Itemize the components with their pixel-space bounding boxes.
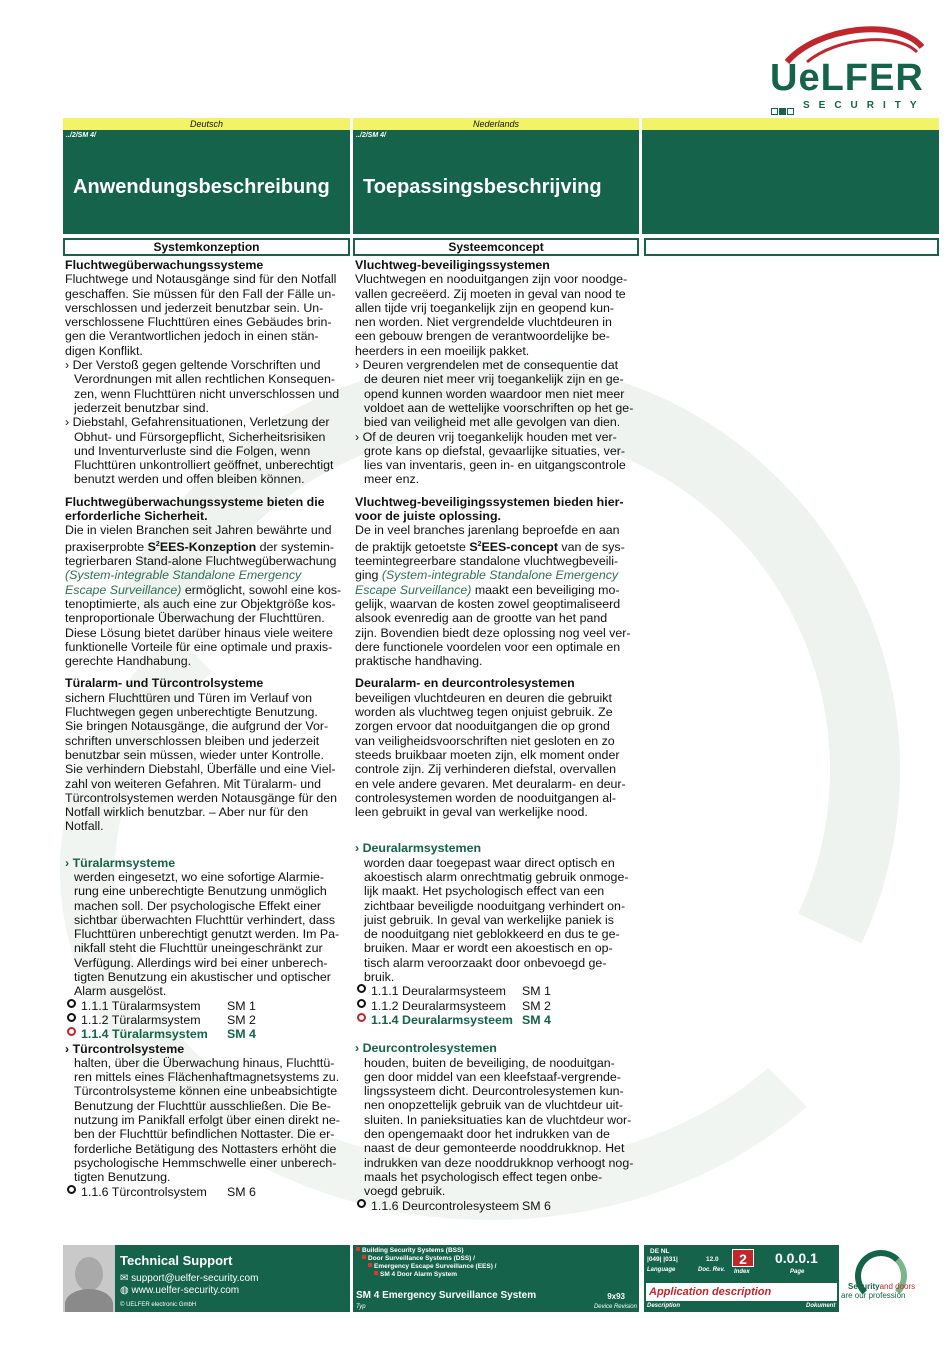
circle-bullet-icon — [357, 999, 366, 1008]
bullet-line: meer enz. — [364, 472, 420, 487]
ref-nl: ../2/SM 4/ — [353, 130, 639, 141]
device-revision-label: Device Revision — [593, 1304, 637, 1310]
text-line: van veiligheidsvoorschriften niet gesloten en zo — [355, 733, 615, 748]
index-value: 2 — [732, 1249, 754, 1267]
text-line: zijn. Bovendien biedt deze oplossing nog veel ver- — [355, 625, 631, 640]
logo-word: UeLFER — [770, 57, 924, 99]
text-line: verschlossen und jederzeit benutzbar sein. Un- — [65, 300, 324, 315]
text-line: vallen gecreëerd. Zij moeten in geval van nood te — [355, 286, 626, 301]
system-panel — [353, 1245, 639, 1312]
system-line: Building Security Systems (BSS) — [356, 1247, 464, 1254]
text-line: halten, über die Überwachung hinaus, Fluchttü- — [74, 1055, 335, 1070]
bullet-line: Verordnungen mit allen rechtlichen Konsequen- — [74, 372, 336, 387]
text-line: Fluchttüren unberechtigt genutzt werden. Im Pa- — [74, 927, 340, 942]
text-line: Fluchtwege und Notausgänge sind für den Notfall — [65, 272, 337, 287]
subheading: › Türcontrolsysteme — [65, 1041, 185, 1056]
text-line: lingssysteem dicht. Deurcontrolesystemen kun- — [364, 1084, 624, 1099]
text-line: gen door middel van een kleefstaaf-vergrende- — [364, 1069, 621, 1084]
doc-rev-value: 12.0 — [706, 1256, 719, 1263]
text-line: beveiligen vluchtdeuren en deuren die gebruikt — [355, 690, 612, 705]
lang-nl: Nederlands — [353, 118, 639, 130]
bullet-line: › Of de deuren vrij toegankelijk houden met ver- — [355, 429, 617, 444]
logo-sub: SECURITY — [803, 100, 926, 111]
heading: erforderliche Sicherheit. — [65, 509, 208, 524]
section-head-de: Systemkonzeption — [63, 238, 350, 256]
bullet-line: de deuren niet meer vrij toegankelijk zijn en ge- — [364, 372, 624, 387]
title-empty — [642, 141, 939, 234]
text-line: controle zijn. Zij verhinderen diefstal, overvallen — [355, 762, 617, 777]
text-line: den opengemaakt door het indrukken van de — [364, 1127, 610, 1142]
support-title: Technical Support — [120, 1253, 233, 1268]
text-line: indrukken van deze nooddrukknop verhoogt nog- — [364, 1155, 634, 1170]
text-line: ben der Fluchttür befindlichen Nottaster. Die er- — [74, 1127, 335, 1142]
text-line: allen tijde vrij toegankelijk zijn en geopend kun- — [355, 300, 614, 315]
section-head-empty — [644, 238, 939, 256]
text-line: nutzung im Panikfall erfolgt über einen direkt ne- — [74, 1113, 340, 1128]
text-line: Sie bringen Notausgänge, die aufgrund der Vor- — [65, 719, 329, 734]
bullet-line: Obhut- und Fürsorgepflicht, Sicherheitsrisiken — [74, 429, 326, 444]
text-line: Sie verhindern Diebstahl, Überfälle und eine Viel- — [65, 762, 336, 777]
text-line: tigten Benutzung ein akustischer und optischer — [74, 970, 331, 985]
text-line: Notfall. — [65, 819, 104, 834]
text-line: rung eine unberechtigte Benutzung unmöglich — [74, 884, 327, 899]
text-line: geschaffen. Sie müssen für den Fall der Fälle un- — [65, 286, 336, 301]
text-line: ren mittels eines Flächenhaftmagnetsystems zu. — [74, 1070, 340, 1085]
text-line: sluiten. In panieksituaties kan de vluchtdeur wor- — [364, 1112, 632, 1127]
text-line: dere functionele voordelen voor een optimale en — [355, 639, 621, 654]
bullet-line: grote kans op diefstal, gevaarlijke situaties, ver- — [364, 443, 626, 458]
text-line: bruiken. Maar er wordt een akoestisch en op- — [364, 941, 613, 956]
text-line: tenoptimierte, als auch eine zur Objektgröße kos- — [65, 596, 336, 611]
subheading: › Deurcontrolesystemen — [355, 1041, 497, 1056]
text-line: maals het psychologisch effect tegen onbe- — [364, 1169, 603, 1184]
text-line: benutzbar sein müssen, wieder unter Kontrolle. — [65, 747, 324, 762]
text-line: tisch alarm veroorzaakt door onbevoegd ge- — [364, 955, 607, 970]
text-line: digen Konflikt. — [65, 343, 143, 358]
heading: Türalarm- und Türcontrolsysteme — [65, 676, 264, 691]
heading: Fluchtwegüberwachungssysteme — [65, 258, 264, 272]
technical-support-panel — [63, 1245, 350, 1312]
reference-item: 1.1.6 Türcontrolsystem SM 6 — [65, 1185, 350, 1199]
bullet-line: zen, wenn Fluchttüren nicht unverschlossen und — [74, 386, 340, 401]
index-label: Index — [734, 1269, 750, 1275]
circle-bullet-icon — [357, 1199, 366, 1208]
description-value: Application description — [646, 1283, 837, 1301]
reference-item: 1.1.1 Türalarmsystem SM 1 — [65, 999, 350, 1013]
bullet-line: benutzt werden und offen bleiben können. — [74, 472, 305, 487]
bullet-line: lies van inventaris, geen in- en uitgangscontrole — [364, 458, 626, 473]
text-line: gelijk, waarvan de kosten zowel geoptimaliseerd — [355, 596, 621, 611]
text-line: houden, buiten de beveiliging, de nooduitgan- — [364, 1055, 615, 1070]
text-line: naast de deur gemonteerde nooddrukknop. Het — [364, 1141, 625, 1156]
text-line: een gebouw brengen de verantwoordelijke be- — [355, 329, 610, 344]
text-line: Vluchtwegen en nooduitgangen zijn voor noodge- — [355, 272, 628, 287]
text-line: de nooduitgang niet geblokkeerd en dus te ge- — [364, 927, 620, 942]
reference-item-current: 1.1.4 Deuralarmsysteem SM 4 — [355, 1013, 639, 1027]
column-nl — [355, 258, 639, 1213]
text-line: nen worden. Niet vergrendelde vluchtdeuren in — [355, 315, 612, 330]
text-line: forderliche Betätigung des Nottasters erhöht die — [74, 1141, 337, 1156]
circle-bullet-icon — [67, 1185, 76, 1194]
system-line: Door Surveillance Systems (DSS) / — [362, 1255, 475, 1262]
text-line: praxiserprobte $S^2EES$-Konzeption der systemin- — [65, 539, 335, 554]
text-line: Diese Lösung bietet darüber hinaus viele weitere — [65, 625, 333, 640]
text-line: Türcontrolsysteme können eine unbeabsichtigte — [74, 1084, 338, 1099]
device-code: 9x93 — [607, 1292, 625, 1301]
text-line: nikfall steht die Fluchttür uneingeschränkt zur — [74, 941, 323, 956]
text-line: sichern Fluchttüren und Türen im Verlauf von — [65, 690, 313, 705]
circle-bullet-icon — [67, 1027, 76, 1036]
copyright: © UELFER electronic GmbH — [120, 1302, 197, 1308]
text-line: de praktijk getoetste $S^2EES$-concept van de sys- — [355, 539, 625, 554]
text-line: funktionelle Vorteile für eine optimale und praxis- — [65, 639, 333, 654]
heading: Deuralarm- en deurcontrolesystemen — [355, 676, 575, 691]
text-line: Escape Surveillance) ermöglicht, sowohl eine kos- — [65, 582, 342, 597]
circle-bullet-icon — [357, 1013, 366, 1022]
badge-line-1: Securityand doors — [848, 1282, 916, 1291]
support-email-line[interactable]: ✉ support@uelfer-security.com — [120, 1273, 259, 1284]
bullet-line: › Der Verstoß gegen geltende Vorschriften und — [65, 358, 321, 373]
text-line: en vele andere gevaren. Met deuralarm- en deur- — [355, 776, 626, 791]
text-line: zahl von weiteren Gefahren. Mit Türalarm- und — [65, 776, 321, 791]
text-line: alsook evenredig aan de grootte van het pand — [355, 611, 608, 626]
text-line: tigten Benutzung. — [74, 1170, 171, 1185]
text-line: voegd gebruik. — [364, 1184, 446, 1199]
text-line: heerders in een moeilijk pakket. — [355, 343, 530, 358]
system-line: SM 4 Door Alarm System — [374, 1271, 457, 1278]
text-line: akoestisch alarm onrechtmatig gebruik onmoge- — [364, 870, 629, 884]
ref-de: ../2/SM 4/ — [63, 130, 350, 141]
text-line: schriften unverschlossen bleiben und jederzeit — [65, 733, 320, 748]
text-line: lijk maakt. Het psychologisch effect van een — [364, 884, 605, 899]
text-line: praktische handhaving. — [355, 654, 483, 669]
reference-item-current: 1.1.4 Türalarmsystem SM 4 — [65, 1027, 350, 1041]
text-line: gen die Verantwortlichen jedoch in einen stän- — [65, 329, 319, 344]
doc-rev-label: Doc. Rev. — [698, 1267, 726, 1273]
circle-bullet-icon — [67, 1013, 76, 1022]
security-badge — [841, 1248, 931, 1308]
reference-item: 1.1.2 Deuralarmsysteem SM 2 — [355, 999, 639, 1013]
bullet-line: bied van veiligheid met alle gevolgen van dien. — [364, 415, 621, 430]
support-photo — [63, 1245, 115, 1312]
heading: Vluchtweg-beveiligingssystemen — [355, 258, 550, 272]
system-line: Emergency Escape Surveillance (EES) / — [368, 1263, 496, 1270]
text-line: nen onopzettelijk gebruik van de vluchtdeur uit- — [364, 1098, 623, 1113]
text-line: tenproportionale Überwachung der Fluchttüren. — [65, 611, 325, 626]
language-codes: DE NL — [650, 1248, 670, 1255]
document-info-panel — [644, 1245, 839, 1312]
page-value: 0.0.0.1 — [775, 1250, 818, 1266]
text-line: worden daar toegepast waar direct optisch en — [364, 855, 615, 870]
heading: Vluchtweg-beveiligingssystemen bieden hier- — [355, 494, 624, 509]
heading: Fluchtwegüberwachungssysteme bieten die — [65, 494, 325, 509]
globe-icon: ◍ — [120, 1285, 129, 1296]
bullet-line: voldoet aan de wettelijke voorschriften op het ge- — [364, 400, 634, 415]
description-label: Description — [647, 1303, 681, 1309]
product-name: SM 4 Emergency Surveillance System — [356, 1290, 537, 1301]
subheading: › Deuralarmsystemen — [355, 841, 482, 856]
language-numbers: |049| |031| — [647, 1256, 678, 1263]
reference-item: 1.1.1 Deuralarmsysteem SM 1 — [355, 984, 639, 998]
ref-empty — [642, 130, 939, 141]
text-line: psychologische Hemmschwelle einer unberech- — [74, 1155, 337, 1170]
text-line: verschlossene Fluchttüren eines Gebäudes brin- — [65, 315, 332, 330]
language-label: Language — [647, 1267, 676, 1273]
uelfer-logo — [765, 22, 935, 117]
text-line: teemintegreerbare standalone vluchtwegbeveili- — [355, 554, 619, 569]
text-line: worden als vluchtweg tegen onjuist gebruik. Ze — [355, 705, 613, 720]
text-line: controlesystemen worden de nooduitgangen al- — [355, 790, 617, 805]
text-line: werden eingesetzt, wo eine sofortige Alarmie- — [74, 870, 325, 884]
text-line: Alarm ausgelöst. — [74, 984, 167, 999]
text-line: Notfall wirklich benutzbar. – Aber nur für den — [65, 805, 309, 820]
column-de — [65, 258, 350, 1199]
text-line: Benutzung der Fluchttür ausschließen. Die Be- — [74, 1098, 331, 1113]
text-line: Verfügung. Allerdings wird bei einer unberech- — [74, 955, 328, 970]
text-line: De in veel branches jarenlang beproefde en aan — [355, 523, 620, 538]
text-line: bruik. — [364, 970, 395, 985]
text-line: machen soll. Der psychologische Effekt einer — [74, 898, 322, 913]
text-line: ging (System-integrable Standalone Emergency — [355, 568, 619, 583]
text-line: Die in vielen Branchen seit Jahren bewährte und — [65, 523, 332, 538]
page-label: Page — [790, 1269, 805, 1275]
support-web-line[interactable]: ◍ www.uelfer-security.com — [120, 1285, 240, 1296]
text-line: leen gebruikt in geval van werkelijke nood. — [355, 805, 588, 820]
reference-item: 1.1.2 Türalarmsystem SM 2 — [65, 1013, 350, 1027]
bullet-line: und Inventurverluste sind die Folgen, wenn — [74, 443, 311, 458]
text-line: zorgen ervoor dat nooduitgangen die op grond — [355, 719, 610, 734]
title-de: Anwendungsbeschreibung — [63, 141, 350, 234]
bullet-line: › Diebstahl, Gefahrensituationen, Verletzung der — [65, 415, 330, 430]
circle-bullet-icon — [357, 984, 366, 993]
document-label: Dokument — [806, 1303, 836, 1309]
heading: voor de juiste oplossing. — [355, 509, 501, 524]
text-line: gerechte Handhabung. — [65, 654, 192, 669]
text-line: Escape Surveillance) maakt een beveiliging mo- — [355, 582, 620, 597]
badge-line-2: are our profession — [841, 1291, 906, 1300]
lang-empty — [642, 118, 939, 130]
text-line: (System-integrable Standalone Emergency — [65, 568, 302, 583]
section-head-nl: Systeemconcept — [353, 238, 639, 256]
mail-icon: ✉ — [120, 1273, 129, 1284]
bullet-line: › Deuren vergrendelen met de consequentie dat — [355, 358, 619, 373]
circle-bullet-icon — [67, 999, 76, 1008]
bullet-line: Fluchttüren unkontrolliert geöffnet, unberechtigt — [74, 458, 334, 473]
bullet-line: opend kunnen worden waardoor men niet meer — [364, 386, 625, 401]
title-nl: Toepassingsbeschrijving — [353, 141, 639, 234]
text-line: sichtbar überwachten Fluchttür verhindert, dass — [74, 912, 336, 927]
text-line: Türcontrolsystemen werden Notausgänge für den — [65, 790, 338, 805]
subheading: › Türalarmsysteme — [65, 855, 176, 870]
bullet-line: jederzeit benutzbar sind. — [74, 400, 210, 415]
text-line: zichtbaar beveiligde nooduitgang verhindert on- — [364, 898, 626, 913]
typ-label: Typ — [356, 1304, 366, 1310]
text-line: Fluchtwegen gegen unberechtigte Benutzung. — [65, 705, 318, 720]
text-line: steeds bruikbaar moeten zijn, elk moment onder — [355, 747, 620, 762]
lang-de: Deutsch — [63, 118, 350, 130]
text-line: tegrierbaren Stand-alone Fluchtwegüberwachung — [65, 554, 337, 569]
reference-item: 1.1.6 Deurcontrolesysteem SM 6 — [355, 1199, 639, 1213]
text-line: juist gebruik. In geval van werkelijke paniek is — [364, 912, 615, 927]
